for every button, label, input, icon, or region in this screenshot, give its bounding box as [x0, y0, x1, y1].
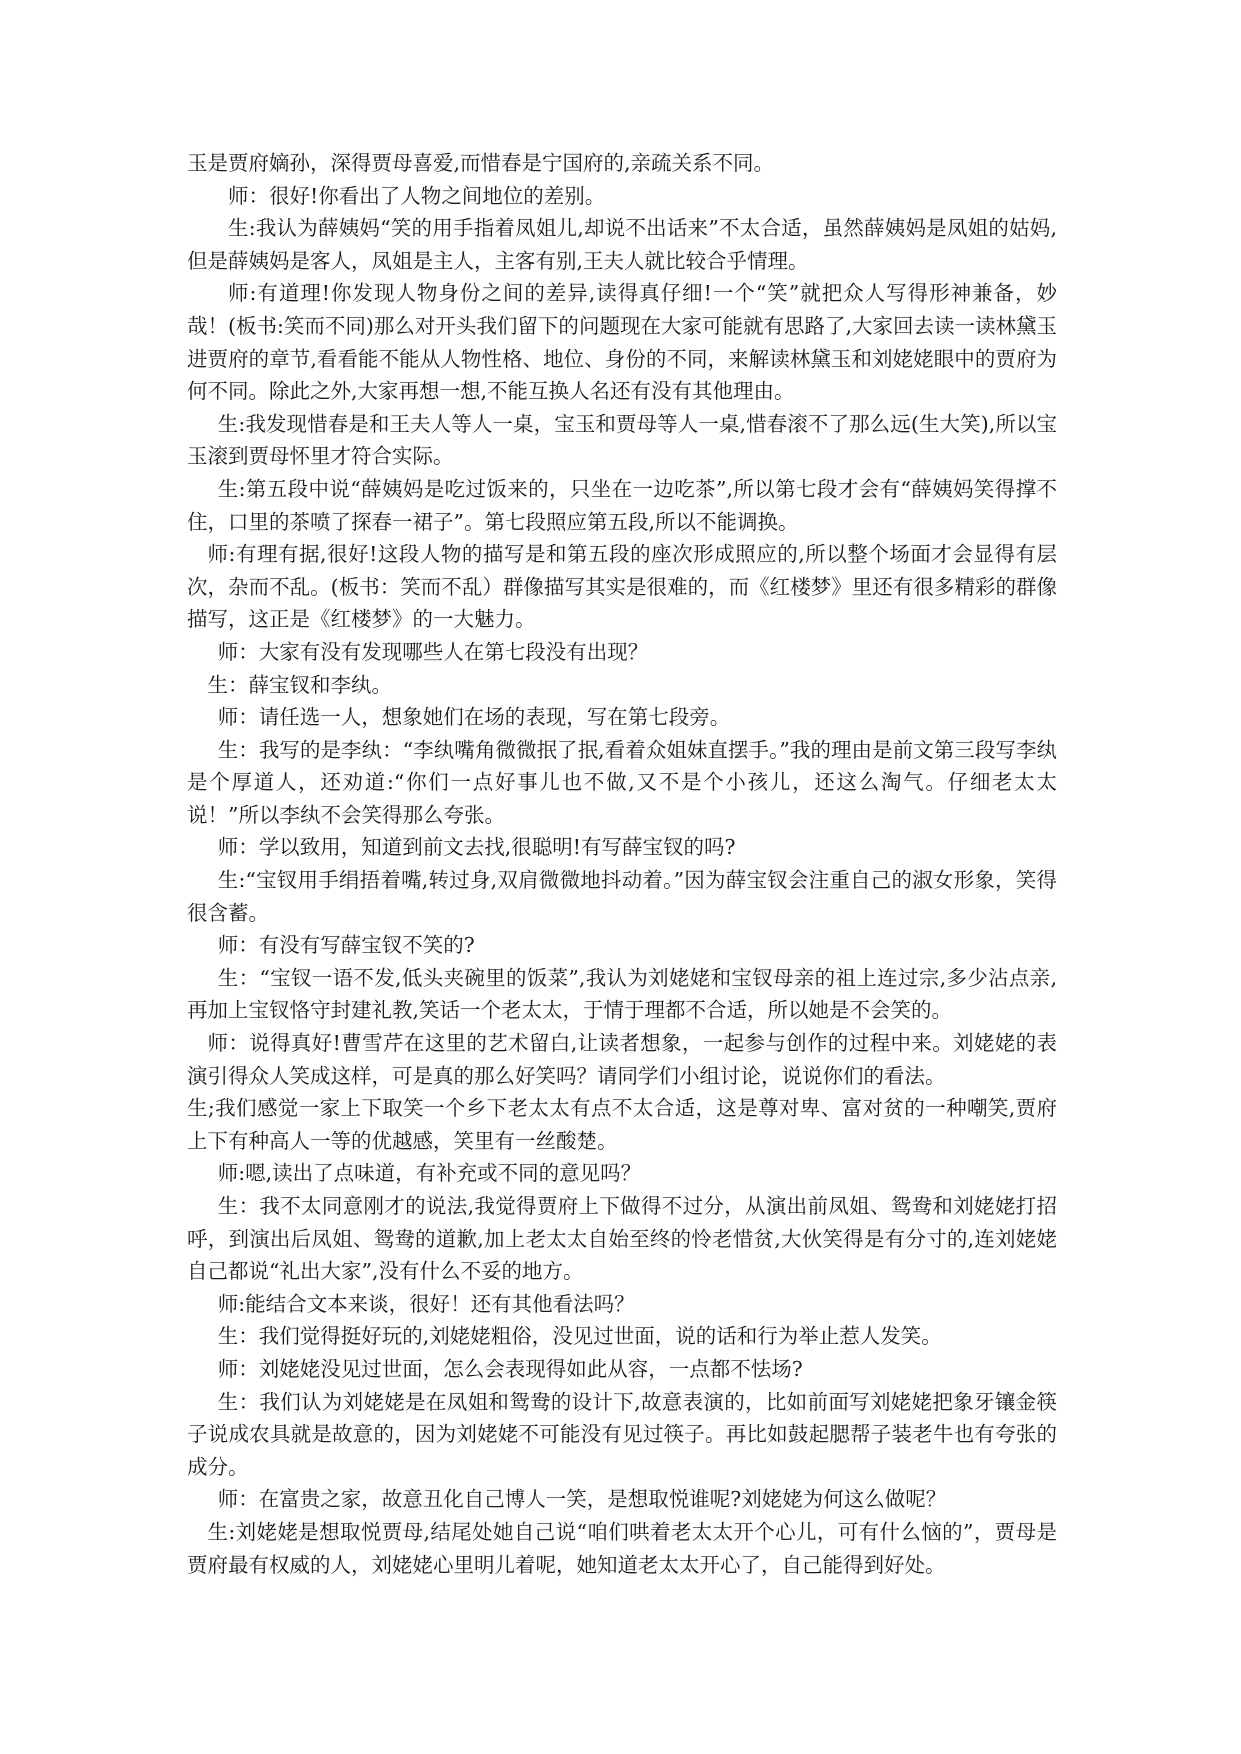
paragraph: 师:有理有据,很好!这段人物的描写是和第五段的座次形成照应的,所以整个场面才会显得有层次，杂而不乱。(板书：笑而不乱）群像描写其实是很难的，而《红楼梦》里还有很多精彩的群像描写，这正是《红楼梦》的一大魅力。	[187, 542, 1057, 632]
paragraph: 生：我们认为刘姥姥是在凤姐和鸳鸯的设计下,故意表演的，比如前面写刘姥姥把象牙镶金筷子说成农具就是故意的，因为刘姥姥不可能没有见过筷子。再比如鼓起腮帮子装老牛也有夸张的成分。	[187, 1389, 1057, 1479]
paragraph: 生：我们觉得挺好玩的,刘姥姥粗俗，没见过世面，说的话和行为举止惹人发笑。	[217, 1324, 942, 1349]
document-body	[187, 147, 1057, 1581]
paragraph: 师：在富贵之家，故意丑化自己博人一笑，是想取悦谁呢?刘姥姥为何这么做呢？	[217, 1487, 947, 1512]
paragraph: 师：大家有没有发现哪些人在第七段没有出现？	[217, 639, 649, 664]
paragraph: 生:我认为薛姨妈“笑的用手指着凤姐儿,却说不出话来”不太合适，虽然薛姨妈是凤姐的姑妈,但是薛姨妈是客人，凤姐是主人，主客有别,王夫人就比较合乎情理。	[187, 216, 1057, 273]
paragraph: 师：请任选一人，想象她们在场的表现，写在第七段旁。	[217, 705, 731, 730]
paragraph: 师：有没有写薛宝钗不笑的?	[217, 933, 475, 958]
paragraph: 生:“宝钗用手绢捂着嘴,转过身,双肩微微地抖动着。”因为薛宝钗会注重自己的淑女形象，笑得很含蓄。	[187, 868, 1057, 925]
paragraph: 师：很好!你看出了人物之间地位的差别。	[228, 183, 606, 208]
paragraph: 生:我发现惜春是和王夫人等人一桌，宝玉和贾母等人一桌,惜春滚不了那么远(生大笑),所以宝玉滚到贾母怀里才符合实际。	[187, 411, 1057, 469]
paragraph: 生：薛宝钗和李纨。	[207, 672, 392, 697]
paragraph: 师:有道理!你发现人物身份之间的差异,读得真仔细!一个“笑”就把众人写得形神兼备，妙哉！(板书:笑而不同)那么对开头我们留下的问题现在大家可能就有思路了,大家回去读一读林黛玉进贾府的章节,看看能不能从人物性格、地位、身份的不同，来解读林黛玉和刘姥姥眼中的贾府为何不同。除此之外,大家再想一想,不能互换人名还有没有其他理由。	[187, 281, 1057, 404]
paragraph: 生：我写的是李纨：“李纨嘴角微微抿了抿,看着众姐妹直摆手。”我的理由是前文第三段写李纨是个厚道人，还劝道:“你们一点好事儿也不做,又不是个小孩儿，还这么淘气。仔细老太太说！”所以李纨不会笑得那么夸张。	[187, 737, 1057, 827]
paragraph: 玉是贾府嫡孙，深得贾母喜爱,而惜春是宁国府的,亲疏关系不同。	[187, 151, 775, 175]
paragraph: 师:能结合文本来谈，很好！还有其他看法吗？	[217, 1291, 635, 1316]
paragraph: 师：学以致用，知道到前文去找,很聪明!有写薛宝钗的吗?	[217, 835, 736, 860]
paragraph: 生:刘姥姥是想取悦贾母,结尾处她自己说“咱们哄着老太太开个心儿，可有什么恼的”，贾母是贾府最有权威的人，刘姥姥心里明儿着呢，她知道老太太开心了，自己能得到好处。	[187, 1519, 1057, 1577]
paragraph: 生：我不太同意刚才的说法,我觉得贾府上下做得不过分，从演出前凤姐、鸳鸯和刘姥姥打招呼，到演出后凤姐、鸳鸯的道歉,加上老太太自始至终的怜老惜贫,大伙笑得是有分寸的,连刘姥姥自己都说“礼出大家”,没有什么不妥的地方。	[187, 1194, 1057, 1284]
paragraph: 师:嗯,读出了点味道，有补充或不同的意见吗？	[217, 1161, 642, 1186]
paragraph: 生：“宝钗一语不发,低头夹碗里的饭菜”,我认为刘姥姥和宝钗母亲的祖上连过宗,多少沾点亲,再加上宝钗恪守封建礼教,笑话一个老太太，于情于理都不合适，所以她是不会笑的。	[187, 965, 1057, 1023]
paragraph: 生;我们感觉一家上下取笑一个乡下老太太有点不太合适，这是尊对卑、富对贫的一种嘲笑,贾府上下有种高人一等的优越感，笑里有一丝酸楚。	[187, 1096, 1057, 1153]
paragraph: 师：说得真好!曹雪芹在这里的艺术留白,让读者想象，一起参与创作的过程中来。刘姥姥的表演引得众人笑成这样，可是真的那么好笑吗？请同学们小组讨论，说说你们的看法。	[187, 1031, 1057, 1088]
paragraph: 生:第五段中说“薛姨妈是吃过饭来的，只坐在一边吃茶”,所以第七段才会有“薛姨妈笑得撑不住，口里的茶喷了探春一裙子”。第七段照应第五段,所以不能调换。	[187, 476, 1057, 534]
paragraph: 师：刘姥姥没见过世面，怎么会表现得如此从容，一点都不怯场?	[217, 1356, 803, 1381]
